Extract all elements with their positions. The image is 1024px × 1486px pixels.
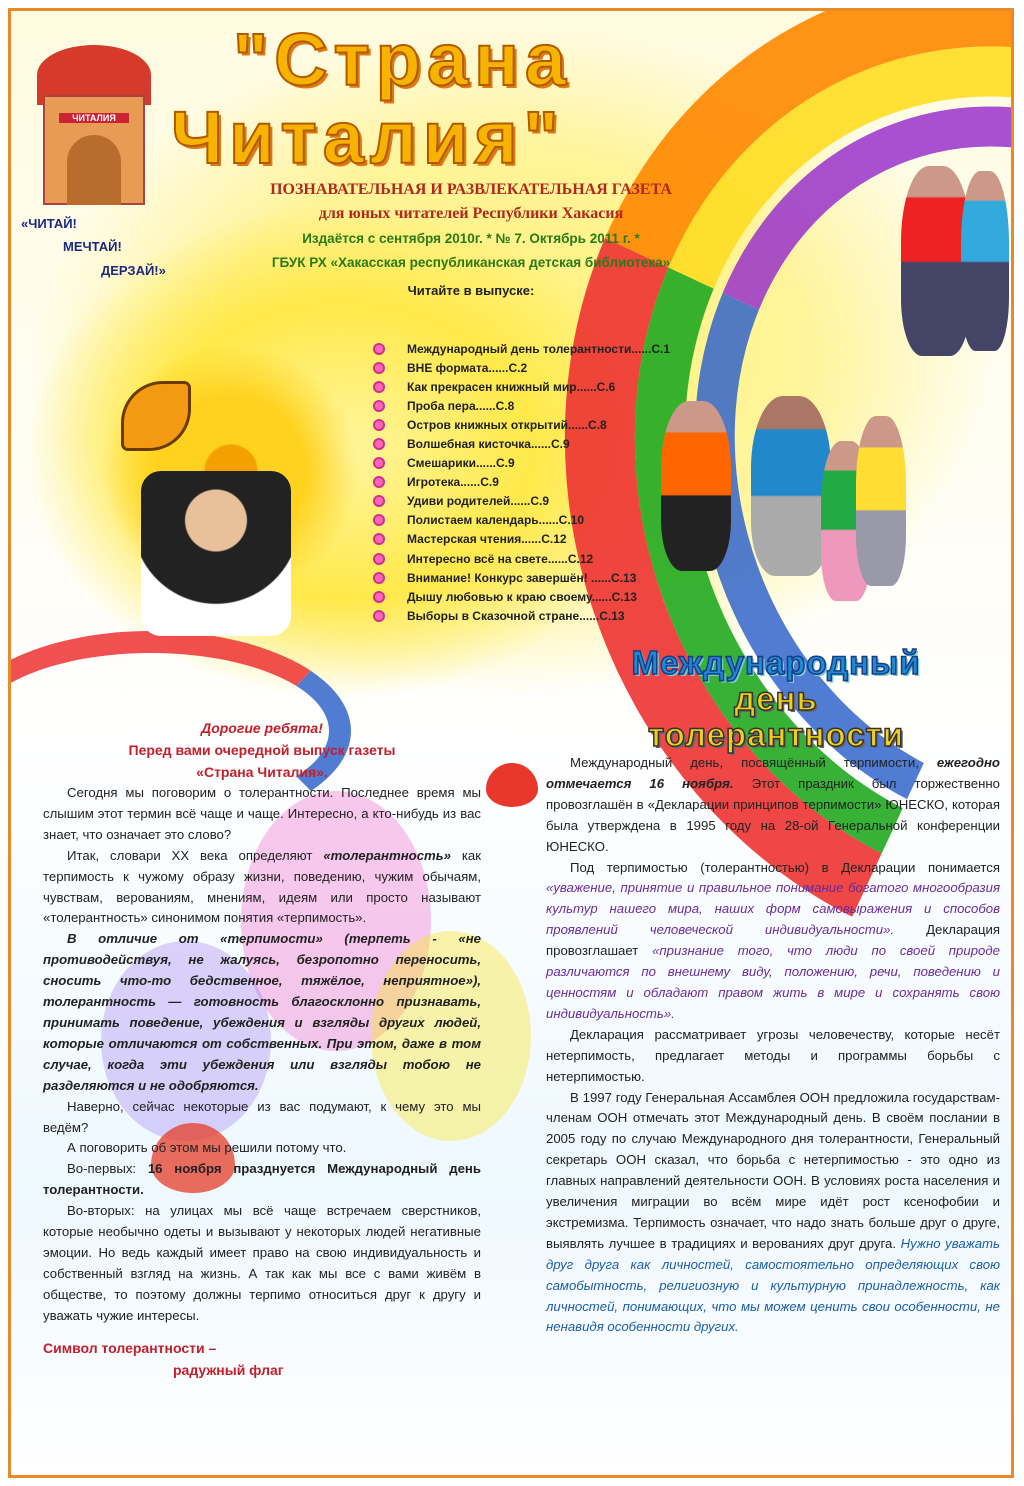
- bullet-icon: [373, 457, 385, 469]
- newspaper-title-line2: Читалия": [171, 96, 565, 179]
- greeting-line: «Страна Читалия».: [196, 764, 328, 780]
- greeting-line: Перед вами очередной выпуск газеты: [128, 742, 396, 758]
- bullet-icon: [373, 438, 385, 450]
- logo-sign: ЧИТАЛИЯ: [59, 113, 129, 123]
- publisher: ГБУК РХ «Хакасская республиканская детская библиотека»: [271, 255, 671, 270]
- bullet-icon: [373, 362, 385, 374]
- bullet-icon: [373, 381, 385, 393]
- toc-item[interactable]: Интересно всё на свете......С.12: [373, 549, 670, 568]
- bullet-icon: [373, 553, 385, 565]
- toc-item[interactable]: Как прекрасен книжный мир......С.6: [373, 377, 670, 396]
- heart-balloon: [486, 763, 538, 807]
- toc-heading: Читайте в выпуске:: [407, 283, 535, 298]
- toc-item[interactable]: Полистаем календарь......С.10: [373, 511, 670, 530]
- left-column: [43, 717, 481, 1381]
- right-column: [546, 753, 1000, 1338]
- children-photo: [856, 416, 906, 586]
- paragraph: Декларация рассматривает угрозы человечеству, которые несёт нетерпимость, предлагает методы и программы борьбы с нетерпимостью.: [546, 1026, 1000, 1084]
- audience: для юных читателей Республики Хакасия: [318, 205, 624, 222]
- paragraph: Итак, словари XX века определяют «толерантность» как терпимость к чужому образу жизни, поведению, чужим обычаям, чувствам, верованиям, мнениям, идеям или просто называют «толерантность» синонимом понятия «терпимость».: [43, 847, 481, 926]
- table-of-contents: [373, 339, 670, 625]
- slogan-read: «ЧИТАЙ!: [21, 216, 77, 231]
- bullet-icon: [373, 514, 385, 526]
- toc-item[interactable]: Проба пера......С.8: [373, 396, 670, 415]
- toc-item[interactable]: Выборы в Сказочной стране......С.13: [373, 606, 670, 625]
- bullet-icon: [373, 610, 385, 622]
- bullet-icon: [373, 400, 385, 412]
- article-heading: Международный день толерантности: [631, 644, 921, 753]
- slogan-dream: МЕЧТАЙ!: [63, 239, 122, 254]
- bullet-icon: [373, 533, 385, 545]
- children-photo: [661, 401, 731, 571]
- children-photo: [961, 171, 1009, 351]
- paragraph: Наверно, сейчас некоторые из вас подумают, к чему это мы ведём?: [43, 1098, 481, 1135]
- paragraph: В 1997 году Генеральная Ассамблея ООН предложила государствам-членам ООН отмечать этот Международный день. В своём послании в 2005 году по случаю Международного дня толерантности, Генеральный секретарь ООН сказал, что борьба с нетерпимостью - это одно из главных направлений деятельности ООН. В условиях роста населения и увеличения миграции во всём мире идёт рост ксенофобии и экстремизма. Терпимость означает, что надо знать больше друг о друге, выявлять лучшее в традициях и верованиях друг друга. Нужно уважать друг друга как личностей, самостоятельно определяющих свою самобытность, религиозную и культурную принадлежность, как личностей, понимающих, что мы можем ценить свои особенности, не ненавидя особенности других.: [546, 1089, 1000, 1335]
- paragraph: В отличие от «терпимости» (терпеть - «не противодействуя, не жалуясь, безропотно переносить, сносить что-то бедственное, тяжёлое, неприятное»), толерантность — готовность благосклонно признавать, принимать поведение, убеждения и взгляды других людей, которые отличаются от собственных. При этом, даже в том случае, когда эти убеждения или взгляды тобою не разделяются и не одобряются.: [43, 931, 481, 1093]
- toc-item[interactable]: Внимание! Конкурс завершён! ......С.13: [373, 568, 670, 587]
- caption: радужный флаг: [173, 1361, 284, 1378]
- bullet-icon: [373, 591, 385, 603]
- library-house-logo: [29, 25, 159, 215]
- bullet-icon: [373, 343, 385, 355]
- newspaper-title-line1: "Страна: [233, 18, 572, 101]
- toc-item[interactable]: Дышу любовью к краю своему......С.13: [373, 587, 670, 606]
- issue-info: Издаётся с сентября 2010г. * № 7. Октябрь 2011 г. *: [302, 231, 640, 246]
- bullet-icon: [373, 476, 385, 488]
- paragraph: А поговорить об этом мы решили потому что.: [67, 1140, 347, 1156]
- newspaper-page: [8, 8, 1014, 1478]
- greeting: Дорогие ребята!: [201, 720, 323, 736]
- toc-item[interactable]: Мастерская чтения......С.12: [373, 530, 670, 549]
- toc-item[interactable]: Удиви родителей......С.9: [373, 492, 670, 511]
- paragraph: Во-вторых: на улицах мы всё чаще встречаем сверстников, которые необычно одеты и вызывают у некоторых людей негативные эмоции. Но ведь каждый имеет право на свою индивидуальность и собственный взгляд на жизнь. А так как мы все с вами живём в обществе, то поэтому должны терпимо относиться друг к другу и уважать чужие интересы.: [43, 1203, 481, 1323]
- paragraph: Во-первых: 16 ноября празднуется Международный день толерантности.: [43, 1161, 481, 1198]
- toc-item[interactable]: ВНЕ формата......С.2: [373, 358, 670, 377]
- bullet-icon: [373, 495, 385, 507]
- toc-item[interactable]: Остров книжных открытий......С.8: [373, 415, 670, 434]
- subtitle: ПОЗНАВАТЕЛЬНАЯ И РАЗВЛЕКАТЕЛЬНАЯ ГАЗЕТА: [270, 181, 672, 198]
- toc-item[interactable]: Игротека......С.9: [373, 473, 670, 492]
- children-photo: [751, 396, 831, 576]
- paragraph: Под терпимостью (толерантностью) в Декларации понимается «уважение, принятие и правильное понимание богатого многообразия культур нашего мира, наших форм самовыражения и способов проявлений человеческой индивидуальности». Декларация провозглашает «признание того, что люди по своей природе различаются по внешнему виду, положению, речи, поведению и ценностям и обладают правом жить в мире и сохранять свою индивидуальность».: [546, 859, 1001, 1021]
- toc-item[interactable]: Международный день толерантности......С.1: [373, 339, 670, 358]
- slogan-dare: ДЕРЗАЙ!»: [101, 263, 166, 278]
- bullet-icon: [373, 572, 385, 584]
- boy-photo: [141, 471, 291, 636]
- paragraph: Международный день, посвящённый терпимости, ежегодно отмечается 16 ноября. Этот праздник был торжественно провозглашён в «Декларации принципов терпимости» ЮНЕСКО, которая была утверждена в 1995 году на 28-ой Генеральной конференции ЮНЕСКО.: [546, 755, 1001, 854]
- toc-item[interactable]: Смешарики......С.9: [373, 454, 670, 473]
- bullet-icon: [373, 419, 385, 431]
- paragraph: Сегодня мы поговорим о толерантности. Последнее время мы слышим этот термин всё чаще и чаще. Интересно, а кто-нибудь из вас знает, что означает это слово?: [43, 785, 481, 842]
- caption: Символ толерантности –: [43, 1339, 217, 1356]
- toc-item[interactable]: Волшебная кисточка......С.9: [373, 434, 670, 453]
